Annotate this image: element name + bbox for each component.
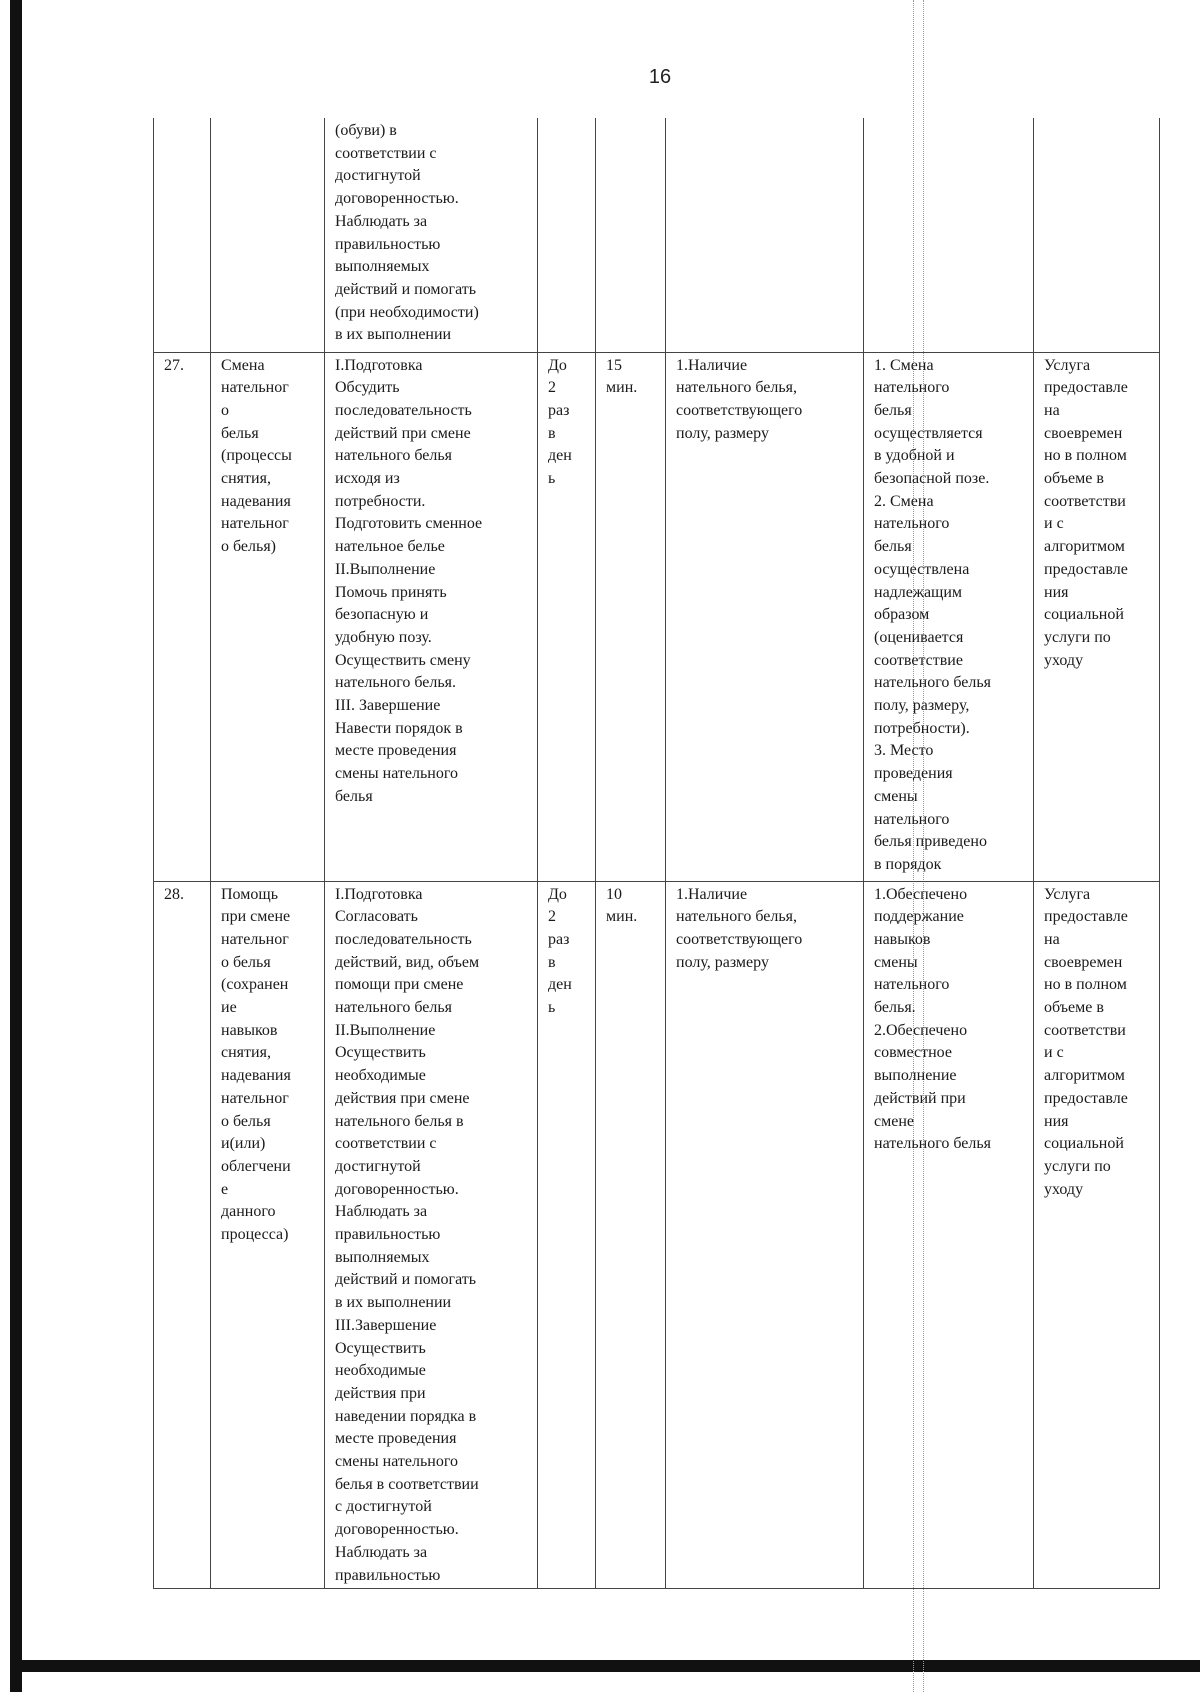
cell-num: 28. [154,881,211,1588]
cell-service: Помощь при смене нательног о белья (сохранен ие навыков снятия, надевания нательног о белья и(или) облегчени е данного процесса) [211,881,325,1588]
cell-evaluation: Услуга предоставле на своевремен но в полном объеме в соответстви и с алгоритмом предоставле ния социальной услуги по уходу [1034,352,1160,881]
cell-indicators: 1. Смена нательного белья осуществляется в удобной и безопасной позе. 2. Смена нательного белья осуществлена надлежащим образом (оценивается соответствие нательного белья полу, размеру, потребности). 3. Место проведения смены нательного белья приведено в порядок [864,352,1034,881]
table-row [154,352,1160,881]
cell-duration [596,118,666,352]
cell-service [211,118,325,352]
cell-num [154,118,211,352]
cell-procedure: (обуви) в соответствии с достигнутой договоренностью. Наблюдать за правильностью выполняемых действий и помогать (при необходимости) в их выполнении [325,118,538,352]
cell-procedure: I.Подготовка Согласовать последовательность действий, вид, объем помощи при смене нательного белья II.Выполнение Осуществить необходимые действия при смене нательного белья в соответствии с достигнутой договоренностью. Наблюдать за правильностью выполняемых действий и помогать в их выполнении III.Завершение Осуществить необходимые действия при наведении порядка в месте проведения смены нательного белья в соответствии с достигнутой договоренностью. Наблюдать за правильностью [325,881,538,1588]
cell-frequency [538,118,596,352]
scan-edge-left [10,0,22,1692]
cell-procedure: I.Подготовка Обсудить последовательность действий при смене нательного белья исходя из потребности. Подготовить сменное нательное белье II.Выполнение Помочь принять безопасную и удобную позу. Осуществить смену нательного белья. III. Завершение Навести порядок в месте проведения смены нательного белья [325,352,538,881]
cell-frequency: До 2 раз в ден ь [538,881,596,1588]
cell-duration: 10 мин. [596,881,666,1588]
cell-duration: 15 мин. [596,352,666,881]
cell-num: 27. [154,352,211,881]
table-row [154,881,1160,1588]
table-row-continuation [154,118,1160,352]
cell-frequency: До 2 раз в ден ь [538,352,596,881]
services-table [153,118,1160,1589]
page-number: 16 [648,66,672,88]
cell-conditions: 1.Наличие нательного белья, соответствующего полу, размеру [666,881,864,1588]
cell-service: Смена нательног о белья (процессы снятия, надевания нательног о белья) [211,352,325,881]
scan-edge-bottom [10,1660,1200,1672]
cell-conditions [666,118,864,352]
cell-indicators: 1.Обеспечено поддержание навыков смены нательного белья. 2.Обеспечено совместное выполнение действий при смене нательного белья [864,881,1034,1588]
cell-evaluation: Услуга предоставле на своевремен но в полном объеме в соответстви и с алгоритмом предоставле ния социальной услуги по уходу [1034,881,1160,1588]
cell-conditions: 1.Наличие нательного белья, соответствующего полу, размеру [666,352,864,881]
cell-indicators [864,118,1034,352]
cell-evaluation [1034,118,1160,352]
